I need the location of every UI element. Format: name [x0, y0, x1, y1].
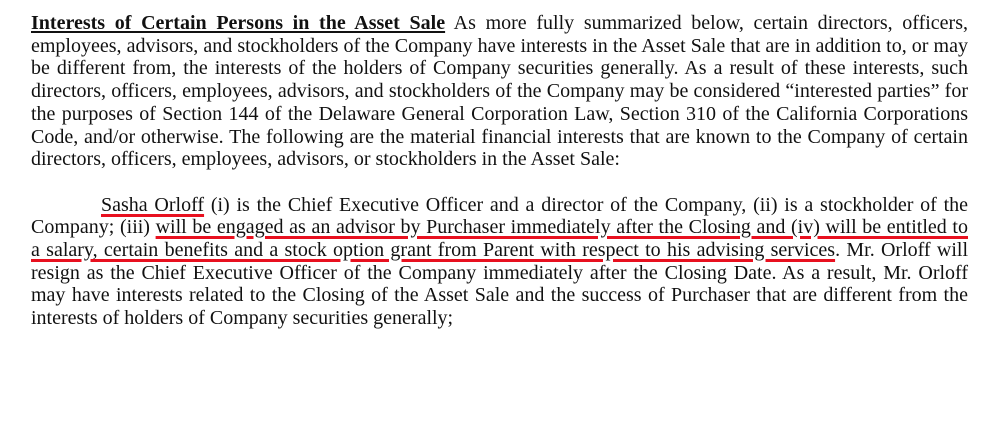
interests-paragraph: [31, 12, 968, 171]
person-name-highlight: Sasha Orloff: [101, 193, 205, 216]
advisor-arrangement-highlight: will be engaged as an advisor by Purchaser immediately after the Closing and (iv) will be entitled to a salary, certain benefits and a stock option grant from Parent with respect to his advising services: [31, 216, 968, 262]
section-heading: Interests of Certain Persons in the Asset Sale: [31, 12, 446, 34]
document-page: [31, 12, 968, 330]
orloff-paragraph: [31, 194, 968, 330]
orloff-roles-text: (i) is the Chief Executive Officer and a director of the Company, (ii) is a stockholder of the Company; (iii): [31, 193, 969, 239]
interests-body-text: As more fully summarized below, certain directors, officers, employees, advisors, and stockholders of the Company have interests in the Asset Sale that are in addition to, or may be different from, the interests of the holders of Company securities generally. As a result of these interests, such directors, officers, employees, advisors, and stockholders of the Company may be considered “interested parties” for the purposes of Section 144 of the Delaware General Corporation Law, Section 310 of the California Corporations Code, and/or otherwise. The following are the material financial interests that are known to the Company of certain directors, officers, employees, advisors, or stockholders in the Asset Sale:: [31, 12, 969, 171]
orloff-resignation-text: . Mr. Orloff will resign as the Chief Executive Officer of the Company immediately after the Closing Date. As a result, Mr. Orloff may have interests related to the Closing of the Asset Sale and the success of Purchaser that are different from the interests of holders of Company securities generally;: [31, 239, 968, 330]
